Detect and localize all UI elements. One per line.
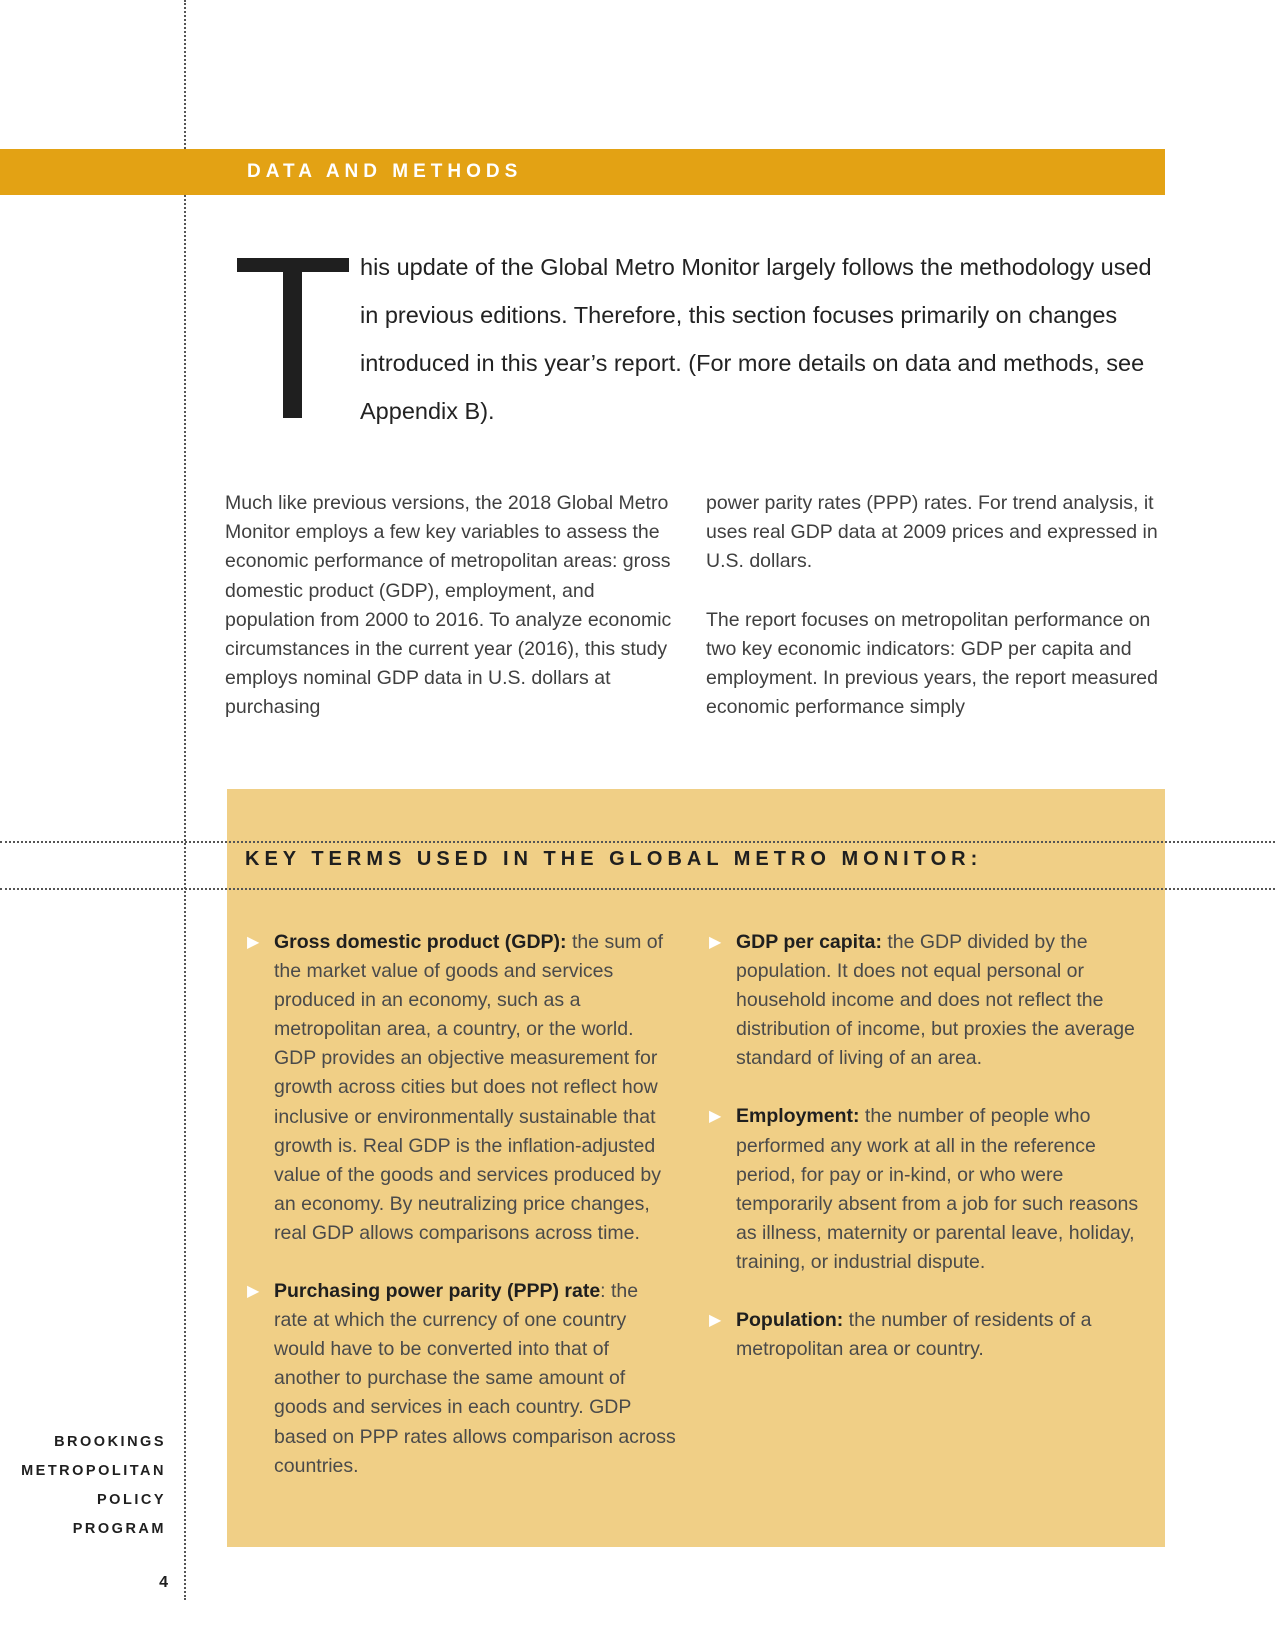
key-term-name: Gross domestic product (GDP): — [274, 931, 567, 953]
key-term-definition: the number of residents of a metropolitan area or country. — [736, 1309, 1092, 1361]
key-term-definition: the sum of the market value of goods and services produced in an economy, such as a metropolitan area, a country, or the world. GDP provides an objective measurement for growth across cities but does not reflect how inclusive or environmentally sustainable that growth is. Real GDP is the inflation-adjusted value of the goods and services produced by an economy. By neutralizing price changes, real GDP allows comparisons across time. — [274, 931, 663, 1244]
section-title: DATA AND METHODS — [247, 161, 523, 182]
section-header-bar — [0, 149, 1165, 195]
margin-guide-horizontal — [0, 888, 1275, 890]
key-terms-column-left — [247, 928, 677, 1510]
key-terms-column-right — [709, 928, 1139, 1393]
key-term-item — [247, 928, 677, 1248]
key-term-name: GDP per capita: — [736, 931, 882, 953]
key-term-item — [709, 928, 1139, 1073]
body-paragraph: The report focuses on metropolitan performance on two key economic indicators: GDP per capita and employment. In previous years, the report measured economic performance simply — [706, 608, 1158, 719]
body-paragraph: power parity rates (PPP) rates. For trend analysis, it uses real GDP data at 2009 prices and expressed in U.S. dollars. — [706, 492, 1158, 573]
organization-line: PROGRAM — [72, 1521, 166, 1537]
right-triangle-icon: ▶ — [709, 1108, 722, 1126]
key-term-name: Population: — [736, 1309, 844, 1332]
organization-line: POLICY — [97, 1492, 166, 1508]
key-term-item — [709, 1102, 1139, 1277]
key-term-item — [709, 1306, 1139, 1364]
right-triangle-icon: ▶ — [247, 934, 260, 951]
organization-label — [21, 1428, 166, 1544]
body-column-left — [225, 489, 675, 752]
key-term-definition: the GDP divided by the population. It does not equal personal or household income and does not reflect the distribution of income, but proxies the average standard of living of an area. — [736, 931, 1135, 1070]
drop-cap-stem — [283, 258, 302, 418]
right-triangle-icon: ▶ — [709, 934, 722, 951]
right-triangle-icon: ▶ — [709, 1312, 722, 1330]
key-terms-title: KEY TERMS USED IN THE GLOBAL METRO MONITOR: — [245, 848, 983, 870]
body-column-right — [706, 489, 1176, 752]
page-number: 4 — [159, 1574, 168, 1591]
intro-paragraph: his update of the Global Metro Monitor largely follows the methodology used in previous editions. Therefore, this section focuses primarily on changes introduced in this year’s report. (For more details on data and methods, see Appendix B). — [360, 254, 1152, 424]
margin-guide-vertical — [184, 0, 186, 1600]
body-paragraph: Much like previous versions, the 2018 Global Metro Monitor employs a few key variables to assess the economic performance of metropolitan areas: gross domestic product (GDP), employment, and population from 2000 to 2016. To analyze economic circumstances in the current year (2016), this study employs nominal GDP data in U.S. dollars at purchasing — [225, 492, 672, 719]
margin-guide-horizontal — [0, 841, 1275, 843]
key-term-definition: the number of people who performed any work at all in the reference period, for pay or in-kind, or who were temporarily absent from a job for such reasons as illness, maternity or parental leave, holiday, training, or industrial dispute. — [736, 1105, 1139, 1273]
drop-cap-letter — [235, 240, 351, 420]
key-term-name: Purchasing power parity (PPP) rate — [274, 1280, 601, 1303]
key-term-name: Employment: — [736, 1105, 860, 1128]
right-triangle-icon: ▶ — [247, 1283, 260, 1301]
organization-line: BROOKINGS — [54, 1434, 166, 1450]
key-term-definition: : the rate at which the currency of one country would have to be converted into that of another to purchase the same amount of goods and services in each country. GDP based on PPP rates allows comparison across countries. — [274, 1280, 676, 1477]
organization-line: METROPOLITAN — [21, 1463, 166, 1479]
key-term-item — [247, 1277, 677, 1481]
